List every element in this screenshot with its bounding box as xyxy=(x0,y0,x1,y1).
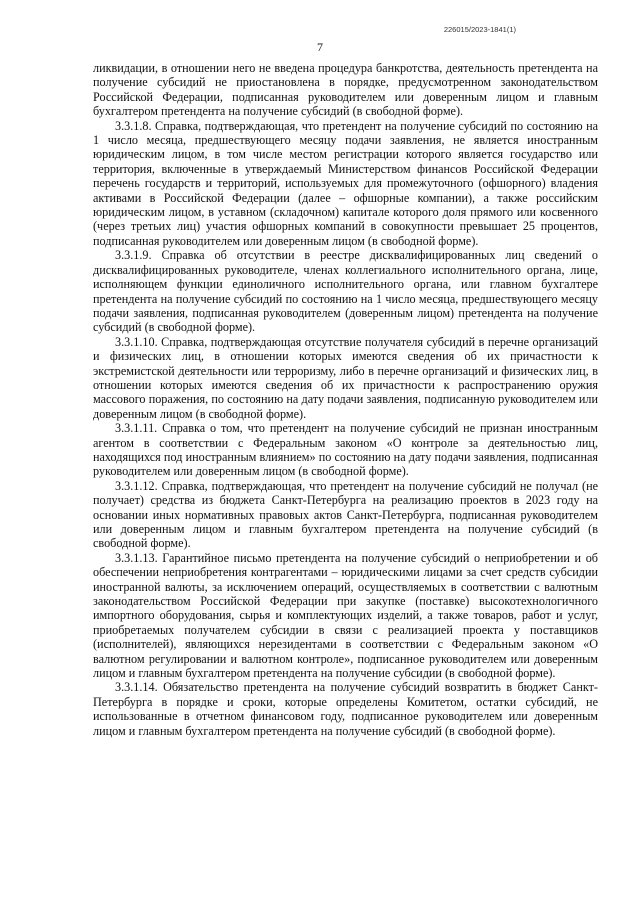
paragraph-3-3-1-14: 3.3.1.14. Обязательство претендента на получение субсидий возвратить в бюджет Санкт-Петербурга в порядке и сроки, которые определены Комитетом, остатки субсидий, не использованные в отчетном финансовом году, подписанное руководителем или доверенным лицом и главным бухгалтером претендента на получение субсидий (в свободной форме). xyxy=(93,680,598,738)
document-id: 226015/2023-1841(1) xyxy=(443,25,516,34)
paragraph-continuation: ликвидации, в отношении него не введена процедура банкротства, деятельность претендента на получение субсидий не приостановлена в порядке, предусмотренном законодательством Российской Федерации, подписанная руководителем или доверенным лицом и главным бухгалтером претендента на получение субсидий (в свободной форме). xyxy=(93,61,598,119)
paragraph-3-3-1-10: 3.3.1.10. Справка, подтверждающая отсутствие получателя субсидий в перечне организаций и физических лиц, в отношении которых имеются сведения об их причастности к экстремистской деятельности или терроризму, либо в перечне организаций и физических лиц, в отношении которых имеются сведения об их причастности к распространению оружия массового поражения, по состоянию на дату подачи заявления, подписанную руководителем или доверенным лицом (в свободной форме). xyxy=(93,334,598,421)
paragraph-3-3-1-8: 3.3.1.8. Справка, подтверждающая, что претендент на получение субсидий по состоянию на 1 число месяца, предшествующего месяцу подачи заявления, не является иностранным юридическим лицом, в том числе местом регистрации которого является государство или территория, включенные в утверждаемый Министерством финансов Российской Федерации перечень государств и территорий, используемых для промежуточного (офшорного) владения активами в Российской Федерации (далее – офшорные компании), а также российским юридическим лицом, в уставном (складочном) капитале которого доля прямого или косвенного (через третьих лиц) участия офшорных компаний в совокупности превышает 25 процентов, подписанная руководителем или доверенным лицом (в свободной форме). xyxy=(93,118,598,248)
page-number: 7 xyxy=(317,40,323,54)
paragraph-3-3-1-11: 3.3.1.11. Справка о том, что претендент на получение субсидий не признан иностранным агентом в соответствии с Федеральным законом «О контроле за деятельностью лиц, находящихся под иностранным влиянием» по состоянию на дату подачи заявления, подписанная руководителем или доверенным лицом (в свободной форме). xyxy=(93,421,598,479)
paragraph-3-3-1-9: 3.3.1.9. Справка об отсутствии в реестре дисквалифицированных лиц сведений о дисквалифицированных руководителе, членах коллегиального исполнительного органа, лице, исполняющем функции единоличного исполнительного органа, или главном бухгалтере претендента на получение субсидий по состоянию на 1 число месяца, предшествующего месяцу подачи заявления, подписанная руководителем (доверенным лицом) претендента на получение субсидий (в свободной форме). xyxy=(93,248,598,335)
paragraph-3-3-1-12: 3.3.1.12. Справка, подтверждающая, что претендент на получение субсидий не получал (не получает) средства из бюджета Санкт-Петербурга на реализацию проектов в 2023 году на основании иных нормативных правовых актов Санкт-Петербурга, подписанная руководителем или доверенным лицом и главным бухгалтером претендента на получение субсидий (в свободной форме). xyxy=(93,478,598,551)
paragraph-3-3-1-13: 3.3.1.13. Гарантийное письмо претендента на получение субсидий о неприобретении и об обеспечении неприобретения контрагентами – юридическими лицами за счет средств субсидии иностранной валюты, за исключением операций, осуществляемых в соответствии с валютным законодательством Российской Федерации при закупке (поставке) высокотехнологичного импортного оборудования, сырья и комплектующих изделий, а также товаров, работ и услуг, приобретаемых получателем субсидии в связи с реализацией проекта у поставщиков (исполнителей), являющихся нерезидентами в соответствии с Федеральным законом «О валютном регулировании и валютном контроле», подписанное руководителем или доверенным лицом и главным бухгалтером претендента на получение субсидии (в свободной форме). xyxy=(93,550,598,681)
document-body xyxy=(93,61,598,738)
